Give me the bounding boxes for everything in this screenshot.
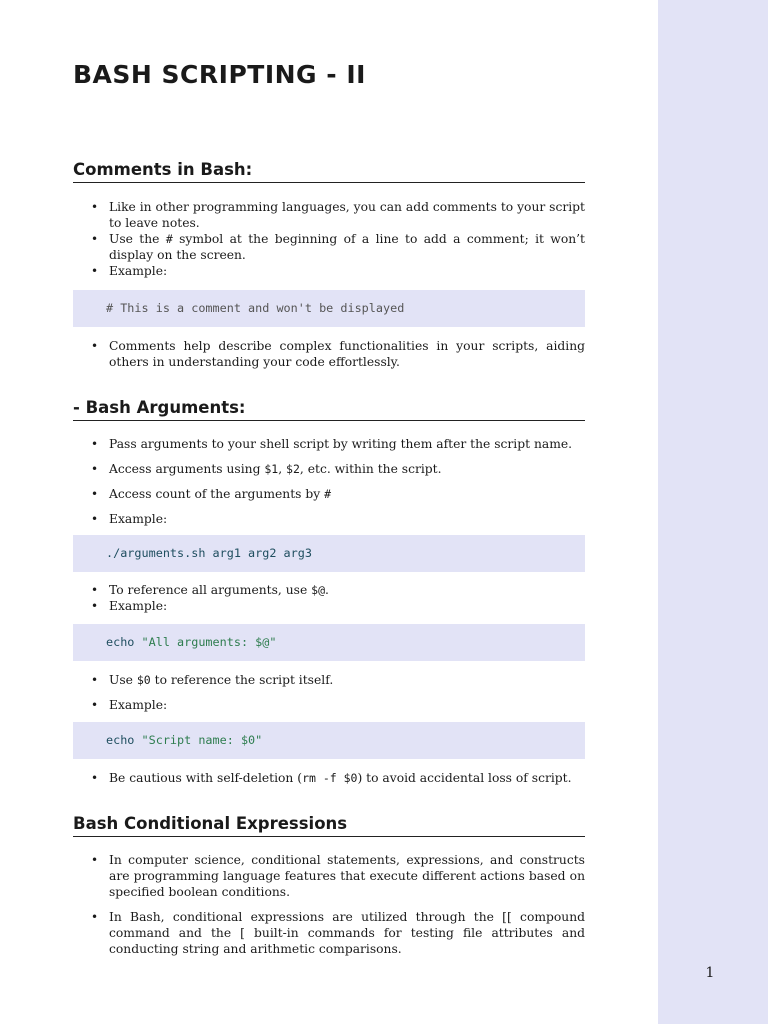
inline-code: $2 — [286, 462, 300, 476]
list-item — [73, 461, 585, 477]
list-item-text: . — [325, 583, 329, 597]
code-string: "Script name: $0" — [141, 733, 263, 747]
page-title: BASH SCRIPTING - II — [73, 60, 366, 89]
code-command: echo — [106, 733, 142, 747]
code-block-echo-all — [73, 624, 585, 661]
section-heading-comments: Comments in Bash: — [73, 160, 585, 183]
list-item-text: symbol at the beginning of a line to add a comment; it won’t display on the screen. — [109, 232, 585, 262]
comments-bullet-list-2 — [73, 338, 585, 370]
inline-code: $1 — [264, 462, 279, 476]
list-item — [73, 672, 585, 688]
inline-code: # — [165, 232, 173, 246]
list-item-text: Use — [109, 673, 137, 687]
list-item-text: , etc. within the script. — [299, 462, 442, 476]
inline-code: rm -f $0 — [302, 771, 358, 785]
list-item-text: , — [278, 462, 287, 476]
list-item-text: Use the — [109, 232, 166, 246]
list-item: • In computer science, conditional statements, expressions, and constructs are programming language features that execute different actions based on specified boolean conditions. — [73, 852, 585, 900]
arguments-bullet-list-2 — [73, 582, 585, 614]
list-item-text: ) to avoid accidental loss of script. — [357, 771, 572, 785]
list-item: • Comments help describe complex functionalities in your scripts, aiding others in understanding your code effortlessly. — [73, 338, 585, 370]
inline-code: $0 — [136, 673, 151, 687]
list-item — [73, 486, 585, 502]
list-item: • Example: — [73, 263, 585, 279]
list-item-text: to reference the script itself. — [150, 673, 334, 687]
list-item: • Like in other programming languages, you can add comments to your script to leave notes. — [73, 199, 585, 231]
comments-bullet-list — [73, 199, 585, 279]
list-item-text: To reference all arguments, use — [109, 583, 312, 597]
list-item: • Example: — [73, 598, 585, 614]
code-string: "All arguments: $@" — [141, 635, 277, 649]
code-command: echo — [106, 635, 142, 649]
page-number: 1 — [705, 965, 715, 981]
list-item: • Example: — [73, 697, 585, 713]
list-item-text: Be cautious with self-deletion ( — [109, 771, 303, 785]
inline-code: $@ — [311, 583, 326, 597]
section-heading-conditionals: Bash Conditional Expressions — [73, 814, 585, 837]
list-item — [73, 582, 585, 598]
list-item: • In Bash, conditional expressions are utilized through the [[ compound command and the [ built-in commands for testing file attributes and conducting string and arithmetic comparisons. — [73, 909, 585, 957]
arguments-bullet-list-4 — [73, 770, 585, 786]
conditionals-bullet-list — [73, 852, 585, 957]
code-block-echo-name — [73, 722, 585, 759]
list-item-text: Access arguments using — [109, 462, 265, 476]
arguments-bullet-list-3 — [73, 672, 585, 713]
list-item: • Pass arguments to your shell script by writing them after the script name. — [73, 436, 585, 452]
inline-code: # — [324, 487, 332, 501]
arguments-bullet-list — [73, 436, 585, 527]
page-margin-band — [658, 0, 768, 1024]
section-heading-arguments: - Bash Arguments: — [73, 398, 585, 421]
code-block-comment: # This is a comment and won't be displayed — [73, 290, 585, 327]
list-item — [73, 770, 585, 786]
list-item — [73, 231, 585, 263]
code-block-arguments: ./arguments.sh arg1 arg2 arg3 — [73, 535, 585, 572]
list-item: • Example: — [73, 511, 585, 527]
list-item-text: Access count of the arguments by — [109, 487, 325, 501]
